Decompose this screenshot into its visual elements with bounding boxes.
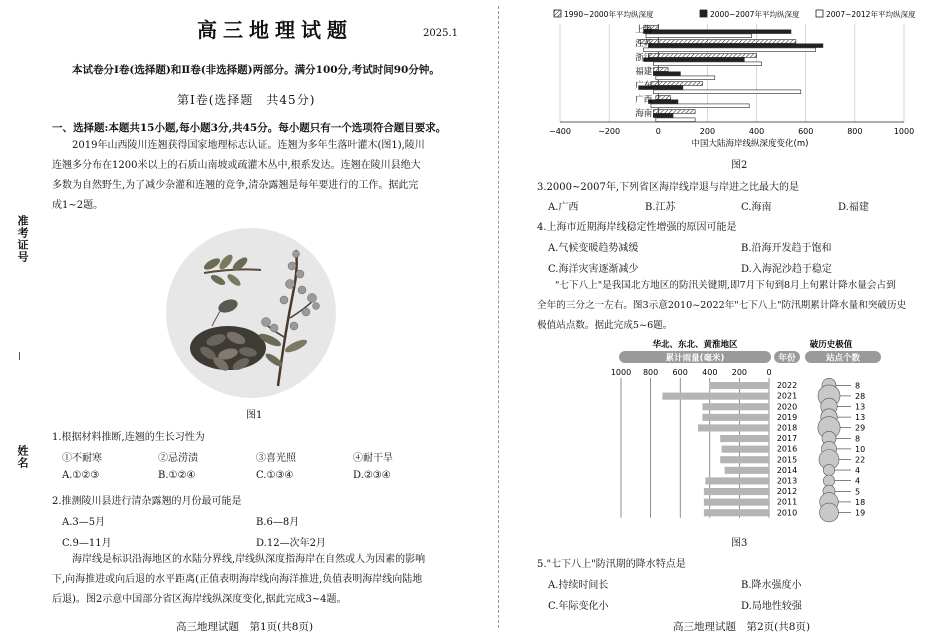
bar (653, 110, 695, 114)
station-count-label: 19 (855, 508, 866, 518)
figure-3-tick-labels (611, 368, 772, 377)
binding-sidebar (0, 0, 40, 638)
year-label: 2016 (776, 444, 798, 454)
year-label: 2017 (776, 434, 798, 444)
figure-2-category-labels (635, 24, 653, 119)
passage-1 (52, 136, 468, 216)
rainfall-bar (710, 382, 769, 389)
instructions: 本试卷分Ⅰ卷(选择题)和Ⅱ卷(非选择题)两部分。满分100分,考试时间90分钟。 (72, 64, 440, 76)
tick-label: 800 (847, 127, 863, 136)
station-count-label: 4 (855, 466, 861, 476)
year-label: 2012 (776, 487, 798, 497)
year-label: 2018 (776, 423, 798, 433)
category-label: 福建 (635, 66, 653, 77)
tick-label: 800 (642, 368, 659, 377)
passage-2-line: 后退)。图2示意中国部分省区海岸线纵深度变化,据此完成3~4题。 (52, 594, 347, 605)
tick-label: 1000 (610, 368, 632, 377)
rainfall-bar (702, 414, 769, 421)
bar (648, 100, 677, 104)
passage-2-line: 下,向海推进或向后退的水平距离(正值表明海岸线向海洋推进,负值表明海岸线向陆地 (52, 574, 423, 585)
figure-3-region-header: 华北、东北、黄淮地区 (652, 340, 738, 350)
figure-3-bars (662, 382, 769, 516)
passage-1-line: 成1~2题。 (52, 200, 104, 211)
year-label: 2014 (776, 465, 798, 475)
category-label: 上海 (635, 24, 653, 35)
rainfall-bar (720, 456, 769, 463)
rainfall-bar (720, 435, 769, 442)
legend-swatch (554, 10, 561, 17)
rainfall-bar (702, 403, 769, 410)
tick-label: −200 (598, 127, 621, 136)
figure-1-caption: 图1 (246, 410, 263, 421)
bar (656, 118, 695, 122)
question-1-option-c[interactable]: C.①③④ (256, 470, 294, 481)
category-label: 海南 (635, 108, 653, 119)
question-2-stem: 2.推测陵川县进行清杂露翘的月份最可能是 (52, 496, 242, 507)
passage-2 (52, 550, 468, 610)
year-label: 2020 (776, 402, 798, 412)
bar (653, 114, 673, 118)
station-count-label: 13 (855, 413, 866, 423)
category-label: 浙江 (635, 52, 653, 63)
question-1-item: ③喜光照 (256, 453, 296, 464)
bar (656, 76, 715, 80)
bar (648, 44, 822, 48)
exam-date: 2025.1 (423, 28, 458, 39)
question-5-stem: 5."七下八上"防汛期的降水特点是 (537, 559, 686, 570)
passage-2-line: 海岸线是标识沿海地区的水陆分界线,岸线纵深度指海岸在自然或人为因素的影响 (72, 554, 426, 565)
legend-swatch (816, 10, 823, 17)
station-count-label: 8 (855, 381, 861, 391)
figure-2-chart (540, 4, 945, 150)
bar (653, 90, 800, 94)
rainfall-bar (662, 393, 769, 400)
rainfall-bar (704, 499, 769, 506)
station-bubble (820, 503, 839, 522)
figure-2-x-axis-label: 中国大陆海岸线纵深度变化(m) (691, 139, 809, 149)
rainfall-bar (705, 477, 769, 484)
figure-3-station-bubbles (818, 378, 865, 522)
passage-1-line: 2019年山西陵川连翘获得国家地理标志认证。连翘为多年生落叶灌木(图1),陵川 (72, 140, 425, 151)
station-count-label: 8 (855, 434, 861, 444)
rainfall-bar (722, 446, 769, 453)
station-count-label: 18 (855, 497, 866, 507)
question-5-option-c[interactable]: C.年际变化小 (548, 601, 609, 612)
figure-2-tick-labels (549, 127, 914, 136)
tick-label: 1000 (893, 127, 915, 136)
question-4-option-b[interactable]: B.沿海开发趋于饱和 (741, 243, 832, 254)
passage-3-line: "七下八上"是我国北方地区的防汛关键期,即7月下旬到8月上旬累计降水量会占到 (555, 280, 896, 291)
bar (653, 68, 668, 72)
section-title: 第Ⅰ卷(选择题 共45分) (177, 93, 316, 107)
year-label: 2019 (776, 412, 798, 422)
tick-label: 0 (766, 368, 772, 377)
exam-title: 高三地理试题 (197, 18, 353, 42)
section-intro: 一、选择题:本题共15小题,每小题3分,共45分。每小题只有一个选项符合题目要求。 (52, 122, 447, 134)
question-1-item: ①不耐寒 (62, 453, 102, 464)
question-5-option-d[interactable]: D.局地性较强 (741, 601, 802, 612)
question-2-option-c[interactable]: C.9—11月 (62, 538, 112, 549)
figure-2-bars (639, 26, 823, 122)
year-label: 2011 (776, 497, 798, 507)
exam-number-label: 准考证号 (16, 215, 29, 263)
bar (648, 54, 756, 58)
student-name-label: 姓名 (16, 445, 29, 469)
tick-label: −400 (549, 127, 571, 136)
tick-label: 200 (731, 368, 748, 377)
question-4-stem: 4.上海市近期海岸线稳定性增强的原因可能是 (537, 222, 737, 233)
question-1-option-d[interactable]: D.②③④ (353, 470, 391, 481)
passage-1-line: 多数为自然野生,为了减少杂灌和连翘的竞争,清杂露翘是每年要进行的工作。据此完 (52, 180, 419, 191)
figure-1-forsythia-illustration (166, 228, 336, 398)
question-2-option-d[interactable]: D.12—次年2月 (256, 538, 326, 549)
bar (644, 48, 816, 52)
sidebar-tick (19, 352, 20, 360)
tick-label: 200 (699, 127, 716, 136)
year-label: 2022 (776, 381, 798, 391)
bar (653, 62, 761, 66)
question-5-option-b[interactable]: B.降水强度小 (741, 580, 802, 591)
rainfall-bar (698, 424, 769, 431)
left-page-footer: 高三地理试题 第1页(共8页) (176, 621, 314, 633)
question-4-option-a[interactable]: A.气候变暖趋势减缓 (548, 243, 639, 254)
page-divider (498, 6, 499, 628)
station-count-label: 10 (855, 444, 866, 454)
station-count-label: 5 (855, 487, 861, 497)
legend-swatch (700, 10, 707, 17)
passage-3-line: 全年的三分之一左右。图3示意2010~2022年"七下八上"防汛期累计降水量和突破历史 (537, 300, 907, 311)
figure-3-caption: 图3 (731, 538, 748, 549)
rainfall-bar (725, 467, 769, 474)
station-count-label: 22 (855, 455, 866, 465)
legend-label: 1990~2000年平均纵深度 (564, 10, 654, 19)
tick-label: 400 (748, 127, 765, 136)
station-count-label: 29 (855, 423, 866, 433)
bar (656, 96, 671, 100)
station-bubble (823, 475, 834, 486)
station-count-label: 13 (855, 402, 866, 412)
question-2-option-b[interactable]: B.6—8月 (256, 517, 300, 528)
right-page-footer: 高三地理试题 第2页(共8页) (673, 621, 811, 633)
legend-label: 2000~2007年平均纵深度 (710, 10, 800, 19)
year-label: 2015 (776, 455, 798, 465)
category-label: 广西 (635, 94, 653, 105)
figure-3-station-header: 站点个数 (825, 353, 861, 364)
figure-2-caption: 图2 (731, 160, 748, 171)
question-3-option-d[interactable]: D.福建 (838, 202, 869, 213)
passage-3 (537, 276, 942, 336)
question-3-option-c[interactable]: C.海南 (741, 202, 772, 213)
bar (639, 40, 796, 44)
question-1-stem: 1.根据材料推断,连翘的生长习性为 (52, 432, 205, 443)
question-1-option-b[interactable]: B.①②④ (158, 470, 196, 481)
bar (653, 72, 680, 76)
rainfall-bar (704, 509, 769, 516)
question-1-item: ②忌涝渍 (158, 453, 198, 464)
figure-3-record-header: 破历史极值 (809, 340, 853, 350)
year-label: 2021 (776, 391, 798, 401)
bar (644, 58, 745, 62)
figure-3-left-header: 累计雨量(毫米) (665, 353, 725, 364)
question-1-option-a[interactable]: A.①②③ (62, 470, 100, 481)
rainfall-bar (704, 488, 769, 495)
passage-1-line: 连翘多分布在1200米以上的石质山南坡或疏灌木丛中,根系发达。连翘在陵川县绝大 (52, 160, 421, 171)
station-bubble (823, 464, 834, 475)
station-count-label: 28 (855, 391, 866, 401)
year-label: 2010 (776, 508, 798, 518)
question-4-option-c[interactable]: C.海洋灾害逐渐减少 (548, 264, 639, 275)
station-count-label: 4 (855, 476, 861, 486)
figure-3-chart (605, 338, 890, 526)
bar (644, 30, 791, 34)
passage-3-line: 极值站点数。据此完成5~6题。 (537, 320, 673, 331)
tick-label: 600 (798, 127, 814, 136)
question-3-stem: 3.2000~2007年,下列省区海岸线岸退与岸进之比最大的是 (537, 182, 799, 193)
tick-label: 600 (672, 368, 688, 377)
question-1-item: ④耐干旱 (353, 453, 393, 464)
tick-label: 400 (702, 368, 718, 377)
question-3-option-a[interactable]: A.广西 (548, 202, 579, 213)
question-5-option-a[interactable]: A.持续时间长 (548, 580, 609, 591)
figure-3-year-labels (777, 381, 797, 517)
figure-2-legend (554, 9, 916, 19)
category-label: 广东 (635, 80, 653, 91)
bar (651, 104, 749, 108)
bar (646, 34, 752, 38)
legend-label: 2007~2012年平均纵深度 (826, 10, 916, 19)
category-label: 江苏 (635, 38, 653, 49)
bar (651, 82, 703, 86)
figure-3-year-header: 年份 (778, 353, 796, 364)
question-2-option-a[interactable]: A.3—5月 (62, 517, 106, 528)
tick-label: 0 (655, 127, 661, 136)
year-label: 2013 (776, 476, 798, 486)
question-3-option-b[interactable]: B.江苏 (645, 202, 676, 213)
question-4-option-d[interactable]: D.入海泥沙趋于稳定 (741, 264, 832, 275)
